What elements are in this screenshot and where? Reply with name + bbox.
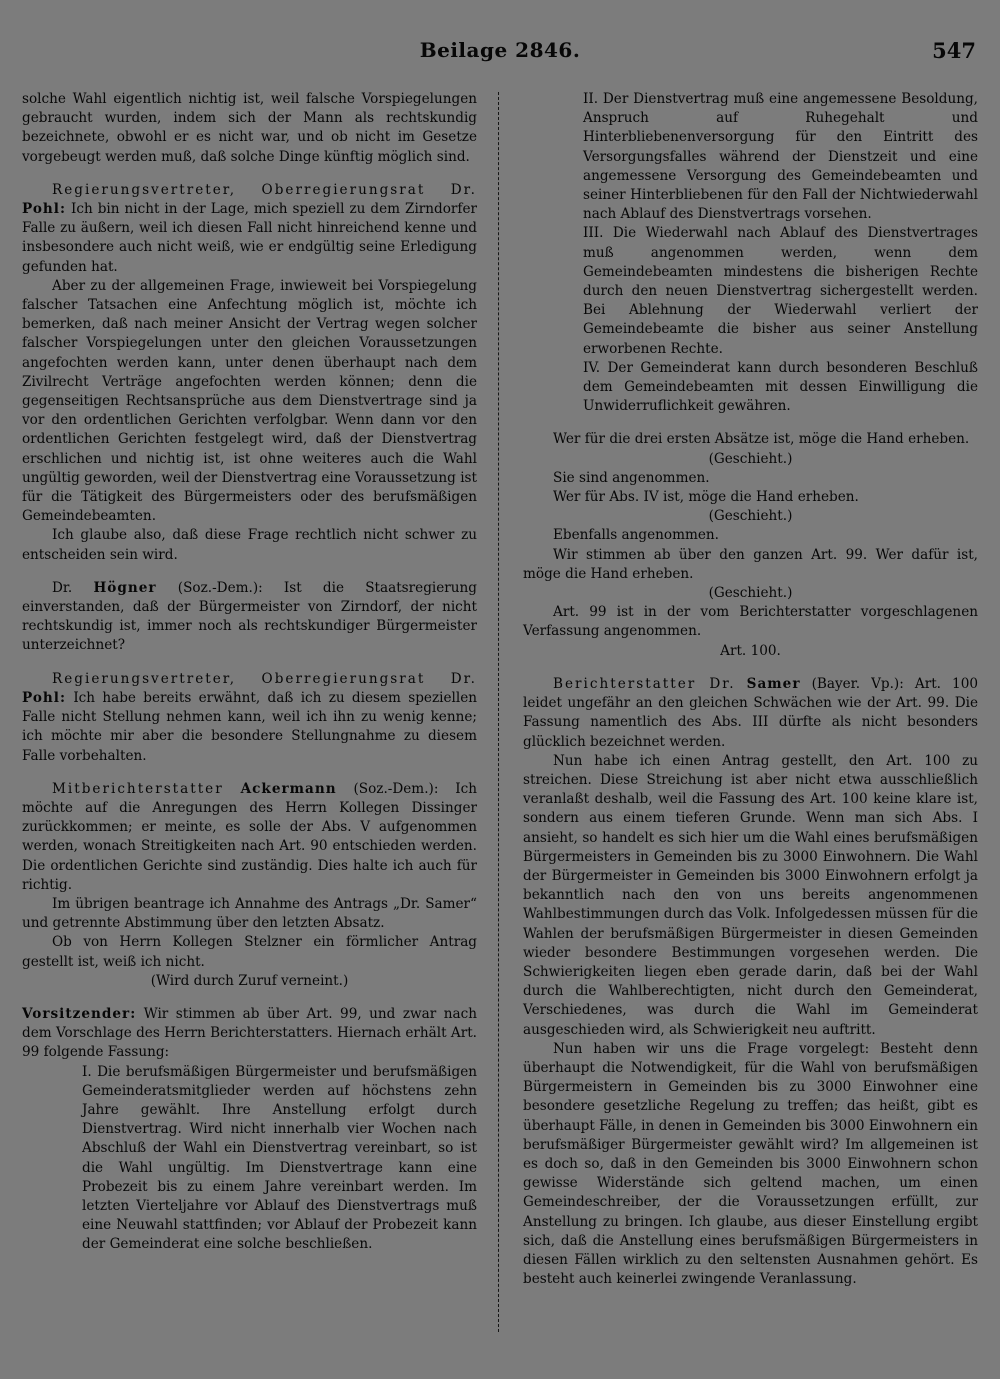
- speaker-name: Samer: [746, 675, 801, 692]
- speaker-role: Regierungsvertreter, Oberregierungsrat Dr.: [52, 670, 477, 687]
- speech-text: (Soz.-Dem.): Ich möchte auf die Anregungen des Herrn Kollegen Dissinger zurückkommen; er meinte, es solle der Abs. V aufgenommen werden, wonach Streitigkeiten nach Art. 90 entschieden werden. Die ordentlichen Gerichte sind zuständig. Dies halte ich auch für richtig.: [22, 780, 477, 893]
- interjection: (Geschieht.): [708, 585, 793, 602]
- right-column: [523, 90, 978, 1289]
- page-number: 547: [932, 38, 976, 63]
- speech-paragraph: [22, 1005, 477, 1063]
- speaker-title: Dr.: [52, 579, 73, 596]
- paragraph: solche Wahl eigentlich nichtig ist, weil falsche Vorspiegelungen gebraucht wurden, indem sich der Mann als rechtskundig bezeichnete, obwohl er es nicht war, und ob nicht im Gesetze vorgebeugt werden muß, daß solche Dinge künftig möglich sind.: [22, 91, 477, 165]
- speech-text: Ich bin nicht in der Lage, mich speziell zu dem Zirndorfer Falle zu äußern, weil ich diesen Fall nicht hinreichend kenne und insbesondere auch nicht weiß, wie er endgültig seine Erledigung gefunden hat.: [22, 201, 478, 275]
- paragraph: Nun habe ich einen Antrag gestellt, den Art. 100 zu streichen. Diese Streichung ist aber nicht etwa ausschließlich veranlaßt deshalb, weil die Fassung des Art. 100 keine klare ist, sondern aus einem tieferen Grunde. Wenn man sich Abs. I ansieht, so handelt es sich hier um die Wahl eines berufsmäßigen Bürgermeisters in Gemeinden bis zu 3000 Einwohnern. Die Wahl der Bürgermeister in Gemeinden bis 3000 Einwohnern erfolgt ja bekanntlich nach den von uns bereits angenommenen Wahlbestimmungen durch das Volk. Infolgedessen müssen für die Wahlen der berufsmäßigen Bürgermeister in diesen Gemeinden wieder besondere Bestimmungen vorgesehen werden. Die Schwierigkeiten liegen eben gerade darin, daß bei der Wahl durch die Wahlberechtigten, nicht durch den Gemeinderat, Verschiedenes, was durch die Wahl im Gemeinderat ausgeschieden wird, als Schwierigkeit neu auftritt.: [523, 752, 978, 1038]
- article-clause: III. Die Wiederwahl nach Ablauf des Dienstvertrages muß angenommen werden, wenn dem Gemeindebeamten mindestens die bisherigen Rechte durch den neuen Dienstvertrag sichergestellt werden. Bei Ablehnung der Wiederwahl verliert der Gemeindebeamte die bisher aus seiner Anstellung erworbenen Rechte.: [583, 225, 978, 357]
- article-clause: I. Die berufsmäßigen Bürgermeister und berufsmäßigen Gemeinderatsmitglieder werden auf höchstens zehn Jahre gewählt. Ihre Anstellung erfolgt durch Dienstvertrag. Wird nicht innerhalb vier Wochen nach Abschluß der Wahl ein Dienstvertrag vereinbart, so ist die Wahl ungültig. Im Dienstvertrage kann eine Probezeit bis zu einem Jahre vereinbart werden. Im letzten Vierteljahre vor Ablauf des Dienstvertrags muß eine Neuwahl stattfinden; vor Ablauf der Probezeit kann der Gemeinderat eine solche beschließen.: [82, 1063, 477, 1253]
- paragraph: Wer für die drei ersten Absätze ist, möge die Hand erheben.: [553, 431, 970, 448]
- article-clause: IV. Der Gemeinderat kann durch besonderen Beschluß dem Gemeindebeamten mit dessen Einwilligung die Unwiderruflichkeit gewähren.: [583, 359, 978, 415]
- interjection: (Geschieht.): [708, 450, 793, 467]
- paragraph: Wir stimmen ab über den ganzen Art. 99. Wer dafür ist, möge die Hand erheben.: [523, 546, 978, 582]
- speech-paragraph: [22, 780, 477, 895]
- speech-text: (Soz.-Dem.): Ist die Staatsregierung einverstanden, daß der Bürgermeister von Zirndorf, der nicht rechtskundig ist, immer noch als rechtskundiger Bürgermeister unterzeichnet?: [22, 579, 478, 654]
- speaker-role: Mitberichterstatter: [52, 780, 224, 797]
- speaker-role: Berichterstatter Dr.: [553, 675, 736, 692]
- speech-text: (Bayer. Vp.): Art. 100 leidet ungefähr an den gleichen Schwächen wie der Art. 99. Die Fassung namentlich des Abs. III dürfte als nicht besonders glücklich bezeichnet werden.: [523, 675, 978, 750]
- paragraph: Aber zu der allgemeinen Frage, inwieweit bei Vorspiegelung falscher Tatsachen eine Anfechtung möglich ist, möchte ich bemerken, daß nach meiner Ansicht der Vertrag wegen solcher falscher Vorspiegelungen unter den gleichen Voraussetzungen angefochten werden kann, unter denen überhaupt nach dem Zivilrecht Verträge angefochten werden können; denn die gegenseitigen Rechtsansprüche aus dem Dienstvertrage sind ja vor den ordentlichen Gerichten verfolgbar. Wenn dann vor den ordentlichen Gerichten festgelegt wird, daß der Dienstvertrag erschlichen und nichtig ist, ist ohne weiteres auch die Wahl ungültig geworden, weil der Dienstvertrag eine Voraussetzung ist für die Tätigkeit des Bürgermeisters oder des berufsmäßigen Gemeindebeamten.: [22, 277, 477, 525]
- speech-paragraph: [523, 675, 978, 752]
- speaker-name: Vorsitzender:: [22, 1005, 137, 1022]
- article-heading: Art. 100.: [720, 642, 781, 659]
- column-divider: [498, 92, 499, 1332]
- speech-paragraph: [22, 181, 477, 277]
- paragraph: Art. 99 ist in der vom Berichterstatter vorgeschlagenen Verfassung angenommen.: [523, 604, 978, 640]
- page-header-title: Beilage 2846.: [419, 38, 581, 62]
- paragraph: Wer für Abs. IV ist, möge die Hand erheben.: [553, 489, 859, 506]
- interjection: (Wird durch Zuruf verneint.): [150, 972, 349, 989]
- speech-paragraph: [22, 579, 477, 656]
- speaker-role: Regierungsvertreter, Oberregierungsrat Dr.: [52, 181, 477, 198]
- article-clause: II. Der Dienstvertrag muß eine angemessene Besoldung, Anspruch auf Ruhegehalt und Hinterbliebenenversorgung für den Eintritt des Versorgungsfalles während der Dienstzeit und eine angemessene Versorgung des Gemeindebeamten und seiner Hinterbliebenen für den Fall der Nichtwiederwahl nach Ablauf des Dienstvertrags vorsehen.: [583, 91, 978, 223]
- speech-text: Wir stimmen ab über Art. 99, und zwar nach dem Vorschlage des Herrn Berichterstatters. Hiernach erhält Art. 99 folgende Fassung:: [22, 1005, 477, 1061]
- paragraph: Ebenfalls angenommen.: [553, 527, 719, 544]
- speaker-name: Pohl:: [22, 689, 66, 706]
- speaker-name: Ackermann: [240, 780, 337, 797]
- speech-text: Ich habe bereits erwähnt, daß ich zu diesem speziellen Falle nicht Stellung nehmen kann, weil ich ihn zu wenig kenne; ich möchte mir aber die besondere Stellungnahme zu diesem Falle vorbehalten.: [22, 689, 477, 764]
- paragraph: Im übrigen beantrage ich Annahme des Antrags „Dr. Samer“ und getrennte Abstimmung über den letzten Absatz.: [22, 895, 477, 932]
- speaker-name: Pohl:: [22, 201, 66, 218]
- paragraph: Ob von Herrn Kollegen Stelzner ein förmlicher Antrag gestellt ist, weiß ich nicht.: [22, 934, 477, 970]
- paragraph: Sie sind angenommen.: [553, 469, 710, 486]
- speech-paragraph: [22, 670, 477, 766]
- speaker-name: Högner: [93, 579, 157, 596]
- left-column: [22, 90, 477, 1255]
- paragraph: Nun haben wir uns die Frage vorgelegt: Besteht denn überhaupt die Notwendigkeit, für die Wahl von berufsmäßigen Bürgermeistern in Gemeinden bis zu 3000 Einwohner eine besondere gesetzliche Regelung zu treffen; das heißt, gibt es überhaupt Fälle, in denen in Gemeinden bis 3000 Einwohnern ein berufsmäßiger Bürgermeister gewählt wird? Im allgemeinen ist es doch so, daß in den Gemeinden bis 3000 Einwohnern schon gewisse Widerstände sich geltend machen, um einen Gemeindeschreiber, der die Voraussetzungen erfüllt, zur Anstellung zu bringen. Ich glaube, aus dieser Einstellung ergibt sich, daß die Anstellung eines berufsmäßigen Bürgermeisters in diesen Fällen wirklich zu den seltensten Ausnahmen gehört. Es besteht auch keinerlei zwingende Veranlassung.: [523, 1040, 978, 1288]
- interjection: (Geschieht.): [708, 508, 793, 525]
- paragraph: Ich glaube also, daß diese Frage rechtlich nicht schwer zu entscheiden sein wird.: [22, 527, 477, 563]
